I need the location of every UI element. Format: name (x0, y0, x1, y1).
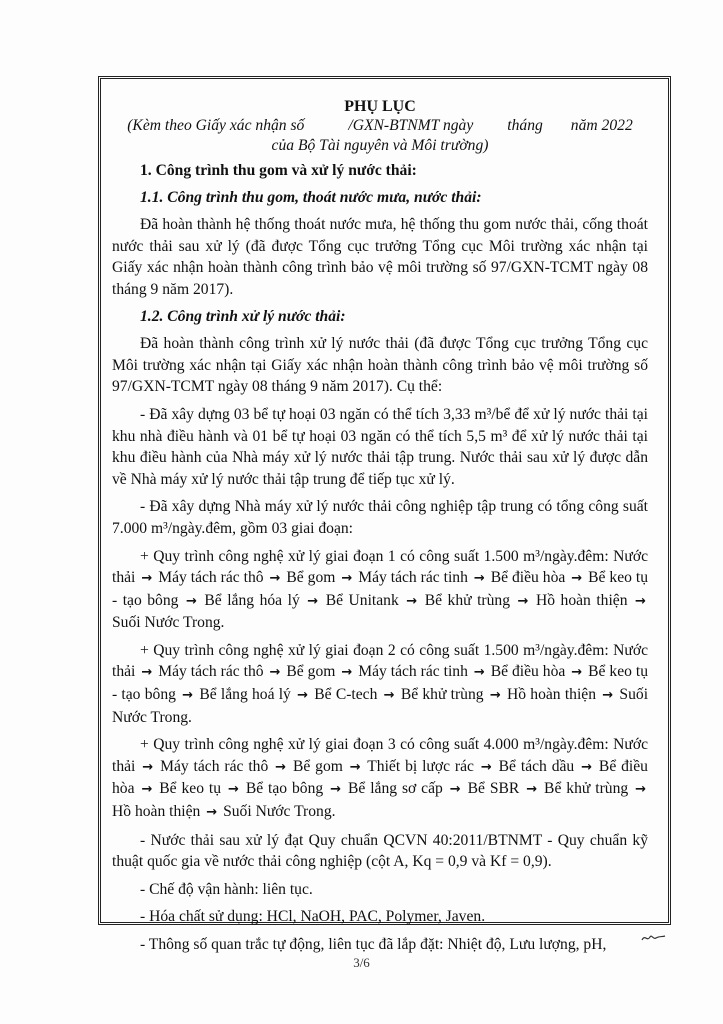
chemicals-used: - Hóa chất sử dụng: HCl, NaOH, PAC, Polymer, Javen. (140, 908, 486, 926)
arrow-right-icon: → (635, 593, 646, 609)
stage-intro: + Quy trình công nghệ xử lý giai đoạn 2 có công suất 1.500 m³/ngày.đêm: (140, 641, 614, 659)
process-step: Bể lắng hóa lý (204, 591, 300, 609)
septic-tank-paragraph: - Đã xây dựng 03 bể tự hoại 03 ngăn có thể tích 3,33 m³/bể để xử lý nước thải tại khu nhà điều hành và 01 bể tự hoại 03 ngăn có thể tích 5,5 m³ để xử lý nước thải tại khu điều hành của Nhà máy xử lý nước thải tập trung. Nước thải sau xử lý được dẫn về Nhà máy xử lý nước thải tập trung để tiếp tục xử lý. (112, 405, 648, 488)
arrow-right-icon: → (269, 571, 281, 587)
process-step: Bể tách dầu (498, 757, 575, 775)
stage-intro: + Quy trình công nghệ xử lý giai đoạn 3 có công suất 4.000 m³/ngày.đêm: (140, 736, 614, 754)
process-step: Nước thải (112, 736, 648, 775)
section-1-1-text: Đã hoàn thành hệ thống thoát nước mưa, hệ thống thu gom nước thải, cống thoát nước thải sau xử lý (đã được Tổng cục trưởng Tổng cục Môi trường xác nhận tại Giấy xác nhận hoàn thành công trình bảo vệ môi trường số 97/GXN-TCMT ngày 08 tháng 9 năm 2017). (112, 216, 648, 298)
section-1-heading: 1. Công trình thu gom và xử lý nước thải: (140, 162, 417, 179)
process-step: Máy tách rác thô (160, 757, 269, 775)
process-step: Bể Unitank (325, 591, 399, 609)
arrow-right-icon: → (383, 688, 395, 704)
arrow-right-icon: → (341, 665, 353, 681)
arrow-right-icon: → (571, 665, 583, 681)
process-step: Suối Nước Trong. (223, 803, 336, 821)
process-step: Bể keo tụ - tạo bông (112, 569, 648, 609)
stage-1-process (112, 546, 648, 634)
process-step: Nước thải (112, 547, 648, 587)
stage-2-process (112, 640, 648, 728)
process-step: Bể điều hòa (112, 757, 648, 798)
section-1-1-heading: 1.1. Công trình thu gom, thoát nước mưa, nước thải: (140, 188, 482, 206)
arrow-right-icon: → (269, 665, 281, 681)
arrow-right-icon: → (473, 571, 485, 587)
process-step: Bể khử trùng (400, 686, 484, 704)
arrow-right-icon: → (185, 593, 197, 609)
arrow-right-icon: → (275, 759, 287, 775)
arrow-right-icon: → (307, 593, 319, 609)
process-step: Bể lắng sơ cấp (347, 780, 443, 798)
stage-3-process (112, 734, 648, 823)
arrow-right-icon: → (480, 759, 492, 775)
arrow-right-icon: → (142, 759, 154, 775)
arrow-right-icon: → (449, 782, 461, 798)
arrow-right-icon: → (206, 805, 218, 821)
process-step: Bể điều hòa (490, 663, 566, 681)
operation-mode: - Chế độ vận hành: liên tục. (140, 880, 313, 898)
process-step: Hồ hoàn thiện (112, 803, 201, 821)
process-step: Bể điều hòa (490, 569, 566, 587)
arrow-right-icon: → (297, 688, 309, 704)
process-step: Bể lắng hoá lý (199, 686, 291, 704)
process-step: Bể gom (286, 569, 336, 587)
process-step: Bể keo tụ - tạo bông (112, 663, 648, 704)
process-step: Máy tách rác thô (158, 569, 264, 587)
stage-intro: + Quy trình công nghệ xử lý giai đoạn 1 có công suất 1.500 m³/ngày.đêm: (140, 547, 614, 565)
arrow-right-icon: → (406, 593, 418, 609)
process-step: Suối Nước Trong. (112, 686, 649, 726)
appendix-subtitle-line2: của Bộ Tài nguyên và Môi trường) (271, 137, 489, 154)
subtitle-part-a: (Kèm theo Giấy xác nhận số (127, 117, 305, 134)
subtitle-part-b: /GXN-BTNMT ngày (348, 117, 474, 134)
arrow-right-icon: → (571, 571, 583, 587)
page-number: 3/6 (353, 955, 370, 970)
arrow-right-icon: → (141, 665, 153, 681)
arrow-right-icon: → (341, 571, 353, 587)
section-1-2-heading: 1.2. Công trình xử lý nước thải: (140, 307, 346, 325)
arrow-right-icon: → (473, 665, 485, 681)
appendix-title: PHỤ LỤC (344, 98, 416, 115)
subtitle-part-d: năm 2022 (570, 117, 633, 134)
process-step: Máy tách rác thô (158, 663, 264, 681)
process-step: Bể khử trùng (424, 591, 511, 609)
section-1-2-intro: Đã hoàn thành công trình xử lý nước thải (đã được Tổng cục trưởng Tổng cục Môi trường xác nhận tại Giấy xác nhận hoàn thành công trình bảo vệ môi trường số 97/GXN-TCMT ngày 08 tháng 9 năm 2017). Cụ thể: (112, 335, 648, 396)
arrow-right-icon: → (182, 688, 194, 704)
arrow-right-icon: → (330, 782, 342, 798)
initials-signature-icon (640, 928, 666, 944)
arrow-right-icon: → (349, 759, 361, 775)
arrow-right-icon: → (526, 782, 538, 798)
process-step: Máy tách rác tinh (358, 569, 468, 587)
process-step: Bể C-tech (314, 686, 378, 704)
arrow-right-icon: → (517, 593, 529, 609)
monitoring-parameters: - Thông số quan trắc tự động, liên tục đã lắp đặt: Nhiệt độ, Lưu lượng, pH, (140, 936, 607, 953)
document-body (112, 97, 648, 956)
process-step: Bể keo tụ (159, 780, 222, 798)
process-step: Bể khử trùng (544, 780, 629, 798)
arrow-right-icon: → (141, 571, 153, 587)
process-step: Bể SBR (467, 780, 520, 798)
appendix-subtitle-line1 (112, 116, 648, 136)
process-step: Hồ hoàn thiện (506, 686, 597, 704)
subtitle-part-c: tháng (507, 117, 543, 134)
arrow-right-icon: → (141, 782, 153, 798)
arrow-right-icon: → (489, 688, 501, 704)
process-step: Thiết bị lược rác (367, 757, 474, 775)
discharge-standard: - Nước thải sau xử lý đạt Quy chuẩn QCVN 40:2011/BTNMT - Quy chuẩn kỹ thuật quốc gia về nước thải công nghiệp (cột A, Kq = 0,9 và Kf = 0,9). (112, 831, 648, 871)
process-step: Hồ hoàn thiện (535, 591, 628, 609)
process-step: Bể tạo bông (245, 780, 324, 798)
arrow-right-icon: → (227, 782, 239, 798)
arrow-right-icon: → (581, 759, 593, 775)
arrow-right-icon: → (635, 782, 646, 798)
process-step: Bể gom (286, 663, 336, 681)
treatment-plant-paragraph: - Đã xây dựng Nhà máy xử lý nước thải công nghiệp tập trung có tổng công suất 7.000 m³/ngày.đêm, gồm 03 giai đoạn: (112, 498, 648, 537)
process-step: Suối Nước Trong. (112, 614, 225, 632)
arrow-right-icon: → (602, 688, 614, 704)
process-step: Nước thải (112, 641, 648, 681)
process-step: Bể gom (292, 757, 343, 775)
process-step: Máy tách rác tinh (358, 663, 468, 681)
